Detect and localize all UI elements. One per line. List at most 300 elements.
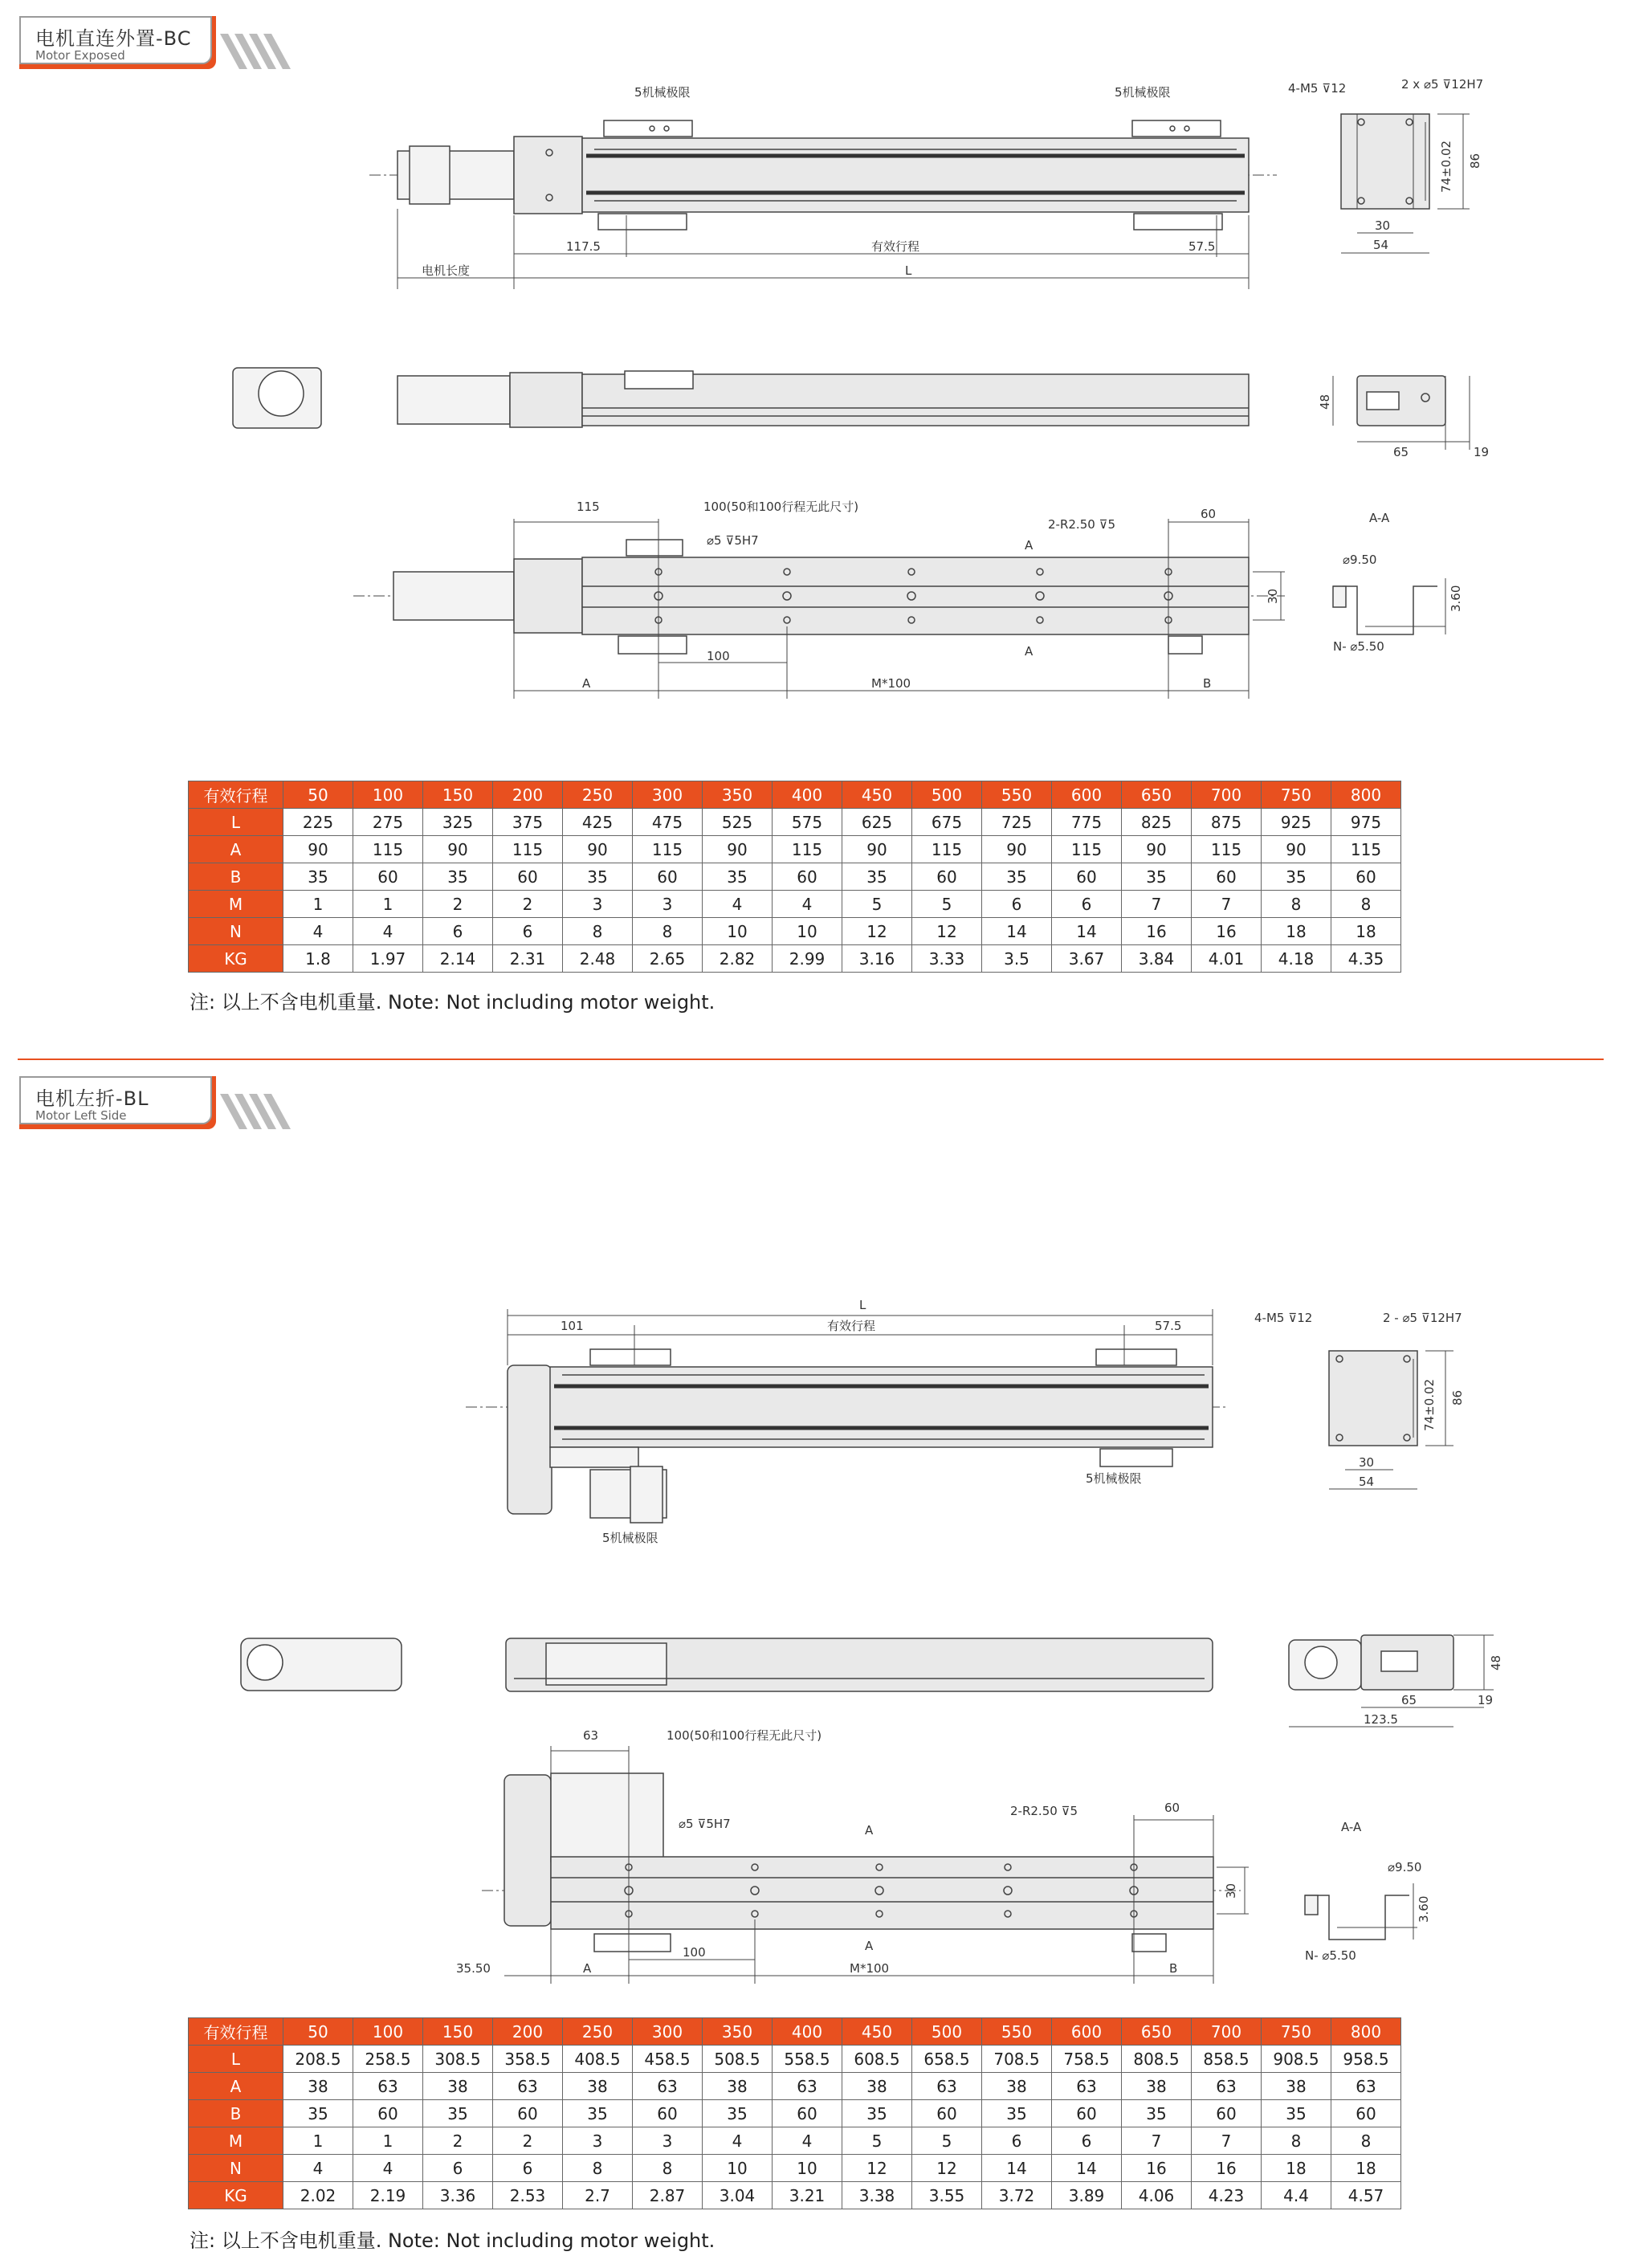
table-cell: 7: [1192, 2127, 1262, 2155]
table-cell: 4: [773, 2127, 842, 2155]
table-cell: 35: [423, 863, 493, 891]
section-title-en: Motor Left Side: [35, 1108, 127, 1123]
table-cell: 4: [703, 2127, 773, 2155]
table-cell: 5: [912, 891, 982, 918]
table-cell: 35: [563, 2100, 633, 2127]
label-r250: 2-R2.50 ⊽5: [1048, 517, 1116, 532]
table-cell: 16: [1122, 918, 1192, 945]
label-sec-a-top: A: [1025, 538, 1034, 553]
row-label-cell: M: [189, 891, 283, 918]
dim-9-50: ⌀9.50: [1343, 553, 1377, 567]
dim-57: 57.5: [1155, 1319, 1182, 1333]
table-header-cell: 450: [842, 2018, 912, 2046]
table-cell: 975: [1331, 809, 1401, 836]
table-cell: 2: [423, 2127, 493, 2155]
dim-motor-length: 电机长度: [422, 263, 471, 278]
table-cell: 3.33: [912, 945, 982, 973]
table-cell: 2.82: [703, 945, 773, 973]
table-cell: 63: [1192, 2073, 1262, 2100]
table-cell: 625: [842, 809, 912, 836]
section-title-cn: 电机左折-BL: [35, 1087, 149, 1110]
dim-86: 86: [1468, 153, 1482, 169]
table-cell: 63: [912, 2073, 982, 2100]
table-cell: 4: [353, 2155, 423, 2182]
table-cell: 3.84: [1122, 945, 1192, 973]
table-cell: 4: [283, 918, 353, 945]
row-label-cell: A: [189, 2073, 283, 2100]
table-row: [189, 2100, 1401, 2127]
section-title-en: Motor Exposed: [35, 48, 125, 63]
table-cell: 1.8: [283, 945, 353, 973]
dim-35-50: 35.50: [456, 1961, 491, 1976]
table-cell: 858.5: [1192, 2046, 1262, 2073]
table-header-cell: 500: [912, 2018, 982, 2046]
table-cell: 115: [353, 836, 423, 863]
table-cell: 425: [563, 809, 633, 836]
table-header-cell: 350: [703, 781, 773, 809]
dim-A: A: [583, 1961, 592, 1976]
table-cell: 16: [1192, 918, 1262, 945]
section-title-cn: 电机直连外置-BC: [35, 27, 192, 50]
table-cell: 825: [1122, 809, 1192, 836]
dim-30-height: 30: [1224, 1883, 1238, 1899]
table-cell: 35: [283, 2100, 353, 2127]
row-label-cell: L: [189, 2046, 283, 2073]
table-cell: 608.5: [842, 2046, 912, 2073]
table-cell: 38: [563, 2073, 633, 2100]
table-cell: 35: [1122, 2100, 1192, 2127]
table-cell: 5: [842, 891, 912, 918]
header-stripes-icon: [220, 34, 308, 69]
dim-M100: M*100: [850, 1961, 890, 1976]
table-cell: 35: [423, 2100, 493, 2127]
table-cell: 3.36: [423, 2182, 493, 2209]
dim-100: 100: [707, 649, 730, 663]
table-cell: 60: [773, 863, 842, 891]
section-motor-left-side: [0, 1060, 1643, 2268]
table-cell: 38: [703, 2073, 773, 2100]
table-cell: 2: [423, 891, 493, 918]
technical-drawing-bl: [0, 1165, 1643, 2032]
table-header-cell: 50: [283, 781, 353, 809]
row-label-cell: B: [189, 863, 283, 891]
table-cell: 7: [1122, 891, 1192, 918]
table-header-cell: 650: [1122, 2018, 1192, 2046]
section-header: [19, 1076, 300, 1134]
table-row: [189, 836, 1401, 863]
table-row: [189, 945, 1401, 973]
table-cell: 225: [283, 809, 353, 836]
table-row: [189, 2073, 1401, 2100]
header-stripes-icon: [220, 1094, 308, 1129]
row-label-cell: KG: [189, 2182, 283, 2209]
table-row: [189, 891, 1401, 918]
table-cell: 708.5: [982, 2046, 1052, 2073]
table-cell: 60: [493, 2100, 563, 2127]
table-header-cell: 550: [982, 781, 1052, 809]
table-cell: 63: [353, 2073, 423, 2100]
table-cell: 3: [633, 2127, 703, 2155]
table-header-cell: 400: [773, 2018, 842, 2046]
table-cell: 5: [842, 2127, 912, 2155]
table-cell: 38: [842, 2073, 912, 2100]
table-cell: 38: [982, 2073, 1052, 2100]
dim-30: 30: [1359, 1455, 1375, 1470]
dim-54: 54: [1359, 1475, 1375, 1489]
table-cell: 10: [773, 2155, 842, 2182]
table-cell: 63: [493, 2073, 563, 2100]
table-cell: 35: [1122, 863, 1192, 891]
table-header-cell: 100: [353, 2018, 423, 2046]
table-cell: 60: [1052, 2100, 1122, 2127]
table-cell: 90: [563, 836, 633, 863]
table-cell: 90: [982, 836, 1052, 863]
dim-86: 86: [1450, 1389, 1465, 1405]
table-body: [189, 809, 1401, 973]
label-limit-left: 5机械极限: [634, 85, 691, 100]
table-cell: 4: [773, 891, 842, 918]
table-cell: 1: [283, 2127, 353, 2155]
table-cell: 2.53: [493, 2182, 563, 2209]
spec-table-bl: [188, 2017, 1401, 2209]
table-cell: 60: [1331, 863, 1401, 891]
table-cell: 3.16: [842, 945, 912, 973]
table-header-cell: 100: [353, 781, 423, 809]
table-cell: 12: [842, 918, 912, 945]
table-cell: 12: [912, 918, 982, 945]
table-cell: 4.35: [1331, 945, 1401, 973]
row-label-cell: A: [189, 836, 283, 863]
label-holes-pin: 2 - ⌀5 ⊽12H7: [1383, 1311, 1462, 1325]
table-cell: 3.21: [773, 2182, 842, 2209]
table-cell: 3: [563, 2127, 633, 2155]
dim-100: 100: [683, 1945, 706, 1960]
table-cell: 16: [1122, 2155, 1192, 2182]
dim-L: L: [859, 1298, 866, 1312]
table-cell: 8: [563, 2155, 633, 2182]
table-header-cell: 800: [1331, 2018, 1401, 2046]
label-holes-m5: 4-M5 ⊽12: [1288, 81, 1347, 96]
table-row: [189, 863, 1401, 891]
table-cell: 115: [1192, 836, 1262, 863]
table-cell: 7: [1192, 891, 1262, 918]
table-body: [189, 2046, 1401, 2209]
table-cell: 8: [1331, 2127, 1401, 2155]
table-cell: 8: [1262, 2127, 1331, 2155]
row-label-cell: B: [189, 2100, 283, 2127]
table-cell: 3: [633, 891, 703, 918]
table-cell: 758.5: [1052, 2046, 1122, 2073]
table-cell: 475: [633, 809, 703, 836]
dim-74: 74±0.02: [1422, 1378, 1437, 1431]
table-header-cell: 350: [703, 2018, 773, 2046]
table-header-cell: 750: [1262, 781, 1331, 809]
label-limit-right: 5机械极限: [1086, 1471, 1142, 1486]
table-header-cell: 450: [842, 781, 912, 809]
table-header-cell: 700: [1192, 781, 1262, 809]
table-cell: 725: [982, 809, 1052, 836]
table-cell: 12: [842, 2155, 912, 2182]
table-cell: 2.19: [353, 2182, 423, 2209]
table-cell: 658.5: [912, 2046, 982, 2073]
table-cell: 10: [703, 2155, 773, 2182]
dim-60: 60: [1201, 507, 1217, 521]
table-cell: 35: [1262, 2100, 1331, 2127]
table-header-cell: 150: [423, 781, 493, 809]
dim-57: 57.5: [1188, 239, 1216, 254]
table-header-cell: 800: [1331, 781, 1401, 809]
table-cell: 558.5: [773, 2046, 842, 2073]
table-cell: 2.31: [493, 945, 563, 973]
table-cell: 35: [563, 863, 633, 891]
table-cell: 1: [283, 891, 353, 918]
table-cell: 3.38: [842, 2182, 912, 2209]
table-cell: 115: [1331, 836, 1401, 863]
dim-54: 54: [1373, 238, 1389, 252]
table-header-cell: 500: [912, 781, 982, 809]
table-row: [189, 918, 1401, 945]
table-cell: 2: [493, 891, 563, 918]
table-cell: 258.5: [353, 2046, 423, 2073]
table-cell: 2.99: [773, 945, 842, 973]
table-header-cell: 300: [633, 781, 703, 809]
table-row: [189, 2046, 1401, 2073]
table-header-row: [189, 781, 1401, 809]
table-cell: 60: [773, 2100, 842, 2127]
table-cell: 60: [493, 863, 563, 891]
table-header-cell: 50: [283, 2018, 353, 2046]
table-row: [189, 2155, 1401, 2182]
table-cell: 875: [1192, 809, 1262, 836]
table-header-cell: 400: [773, 781, 842, 809]
dim-stroke: 有效行程: [871, 239, 920, 254]
table-header-cell: 250: [563, 781, 633, 809]
table-header-cell: 600: [1052, 2018, 1122, 2046]
table-cell: 325: [423, 809, 493, 836]
dim-115: 115: [577, 500, 600, 514]
label-limit-left: 5机械极限: [602, 1531, 658, 1545]
label-sec-a-bottom: A: [865, 1939, 874, 1953]
label-limit-right: 5机械极限: [1115, 85, 1171, 100]
table-cell: 8: [1262, 891, 1331, 918]
table-cell: 4.06: [1122, 2182, 1192, 2209]
section-motor-exposed: [0, 0, 1643, 1036]
table-cell: 4.01: [1192, 945, 1262, 973]
label-hole-5h7: ⌀5 ⊽5H7: [679, 1817, 731, 1831]
dim-65: 65: [1393, 445, 1409, 459]
table-cell: 458.5: [633, 2046, 703, 2073]
table-header-cell: 600: [1052, 781, 1122, 809]
table-cell: 2.14: [423, 945, 493, 973]
label-n-holes: N- ⌀5.50: [1305, 1948, 1356, 1963]
section-header: [19, 16, 300, 74]
table-cell: 16: [1192, 2155, 1262, 2182]
table-cell: 35: [703, 863, 773, 891]
table-cell: 35: [842, 2100, 912, 2127]
table-header-cell: 150: [423, 2018, 493, 2046]
table-cell: 115: [912, 836, 982, 863]
weight-note: 注: 以上不含电机重量. Note: Not including motor weight.: [190, 991, 716, 1014]
table-cell: 8: [633, 918, 703, 945]
dim-74: 74±0.02: [1439, 140, 1453, 193]
dim-123: 123.5: [1364, 1712, 1398, 1727]
label-section-aa: A-A: [1341, 1820, 1362, 1834]
table-cell: 115: [493, 836, 563, 863]
dim-19: 19: [1478, 1693, 1494, 1707]
table-cell: 18: [1331, 2155, 1401, 2182]
table-cell: 38: [423, 2073, 493, 2100]
table-cell: 3.5: [982, 945, 1052, 973]
table-row: [189, 809, 1401, 836]
table-header-cell: 200: [493, 2018, 563, 2046]
table-cell: 18: [1262, 918, 1331, 945]
table-cell: 3: [563, 891, 633, 918]
table-cell: 958.5: [1331, 2046, 1401, 2073]
table-cell: 35: [703, 2100, 773, 2127]
dim-117: 117.5: [566, 239, 601, 254]
technical-drawing-bc: [0, 72, 1643, 715]
label-holes-m5: 4-M5 ⊽12: [1254, 1311, 1313, 1325]
table-cell: 18: [1262, 2155, 1331, 2182]
table-cell: 275: [353, 809, 423, 836]
table-row: [189, 2127, 1401, 2155]
table-header-label: 有效行程: [189, 2018, 283, 2046]
label-holes-pin: 2 x ⌀5 ⊽12H7: [1401, 77, 1484, 92]
table-cell: 925: [1262, 809, 1331, 836]
table-cell: 90: [423, 836, 493, 863]
table-cell: 14: [982, 2155, 1052, 2182]
table-cell: 2.48: [563, 945, 633, 973]
spec-table-bc: [188, 781, 1401, 973]
table-cell: 6: [982, 891, 1052, 918]
table-cell: 12: [912, 2155, 982, 2182]
table-cell: 60: [633, 863, 703, 891]
row-label-cell: N: [189, 918, 283, 945]
dim-60: 60: [1164, 1801, 1180, 1815]
table-cell: 208.5: [283, 2046, 353, 2073]
label-sec-a-top: A: [865, 1823, 874, 1838]
table-cell: 60: [912, 2100, 982, 2127]
table-cell: 60: [1192, 2100, 1262, 2127]
dim-note-100: 100(50和100行程无此尺寸): [703, 500, 859, 514]
table-cell: 6: [423, 2155, 493, 2182]
table-header-cell: 650: [1122, 781, 1192, 809]
table-cell: 358.5: [493, 2046, 563, 2073]
table-cell: 6: [1052, 2127, 1122, 2155]
table-header-cell: 750: [1262, 2018, 1331, 2046]
table-row: [189, 2182, 1401, 2209]
table-cell: 115: [1052, 836, 1122, 863]
table-cell: 1: [353, 2127, 423, 2155]
dim-L: L: [905, 263, 912, 278]
table-cell: 35: [982, 2100, 1052, 2127]
table-cell: 60: [353, 2100, 423, 2127]
table-cell: 675: [912, 809, 982, 836]
table-cell: 10: [773, 918, 842, 945]
table-cell: 3.55: [912, 2182, 982, 2209]
dim-3-60: 3.60: [1449, 585, 1463, 612]
table-cell: 60: [353, 863, 423, 891]
table-header-cell: 250: [563, 2018, 633, 2046]
table-cell: 2.7: [563, 2182, 633, 2209]
table-cell: 60: [912, 863, 982, 891]
table-cell: 115: [633, 836, 703, 863]
table-cell: 2.87: [633, 2182, 703, 2209]
table-cell: 6: [982, 2127, 1052, 2155]
table-cell: 14: [1052, 918, 1122, 945]
table-cell: 4.23: [1192, 2182, 1262, 2209]
table-header-row: [189, 2018, 1401, 2046]
table-cell: 10: [703, 918, 773, 945]
table-cell: 1: [353, 891, 423, 918]
table-cell: 5: [912, 2127, 982, 2155]
table-cell: 6: [493, 918, 563, 945]
table-cell: 60: [1331, 2100, 1401, 2127]
table-cell: 90: [703, 836, 773, 863]
table-cell: 38: [1122, 2073, 1192, 2100]
label-section-aa: A-A: [1369, 511, 1390, 525]
table-cell: 808.5: [1122, 2046, 1192, 2073]
table-cell: 2.02: [283, 2182, 353, 2209]
table-cell: 4.57: [1331, 2182, 1401, 2209]
table-cell: 90: [1262, 836, 1331, 863]
label-n-holes: N- ⌀5.50: [1333, 639, 1384, 654]
row-label-cell: KG: [189, 945, 283, 973]
label-sec-a-bottom: A: [1025, 644, 1034, 659]
table-cell: 375: [493, 809, 563, 836]
table-cell: 3.89: [1052, 2182, 1122, 2209]
table-cell: 6: [1052, 891, 1122, 918]
table-cell: 38: [1262, 2073, 1331, 2100]
label-r250: 2-R2.50 ⊽5: [1010, 1804, 1078, 1818]
dim-note-100: 100(50和100行程无此尺寸): [667, 1728, 822, 1743]
table-cell: 8: [1331, 891, 1401, 918]
table-header-cell: 700: [1192, 2018, 1262, 2046]
table-cell: 2.65: [633, 945, 703, 973]
table-cell: 525: [703, 809, 773, 836]
table-cell: 35: [842, 863, 912, 891]
table-cell: 18: [1331, 918, 1401, 945]
table-cell: 14: [982, 918, 1052, 945]
table-header-cell: 550: [982, 2018, 1052, 2046]
table-cell: 63: [1052, 2073, 1122, 2100]
row-label-cell: L: [189, 809, 283, 836]
table-header-cell: 200: [493, 781, 563, 809]
table-cell: 38: [283, 2073, 353, 2100]
dim-65: 65: [1401, 1693, 1417, 1707]
table-cell: 35: [1262, 863, 1331, 891]
table-cell: 408.5: [563, 2046, 633, 2073]
dim-63: 63: [583, 1728, 599, 1743]
table-cell: 60: [633, 2100, 703, 2127]
table-cell: 35: [283, 863, 353, 891]
table-header-label: 有效行程: [189, 781, 283, 809]
table-cell: 575: [773, 809, 842, 836]
table-cell: 90: [842, 836, 912, 863]
table-cell: 35: [982, 863, 1052, 891]
dim-48: 48: [1489, 1654, 1503, 1670]
dim-48: 48: [1318, 394, 1332, 410]
table-cell: 508.5: [703, 2046, 773, 2073]
table-cell: 4.4: [1262, 2182, 1331, 2209]
table-cell: 63: [633, 2073, 703, 2100]
table-cell: 1.97: [353, 945, 423, 973]
table-cell: 4: [353, 918, 423, 945]
dim-9-50: ⌀9.50: [1388, 1860, 1422, 1874]
table-cell: 90: [1122, 836, 1192, 863]
table-cell: 60: [1192, 863, 1262, 891]
dim-M100: M*100: [871, 676, 911, 691]
